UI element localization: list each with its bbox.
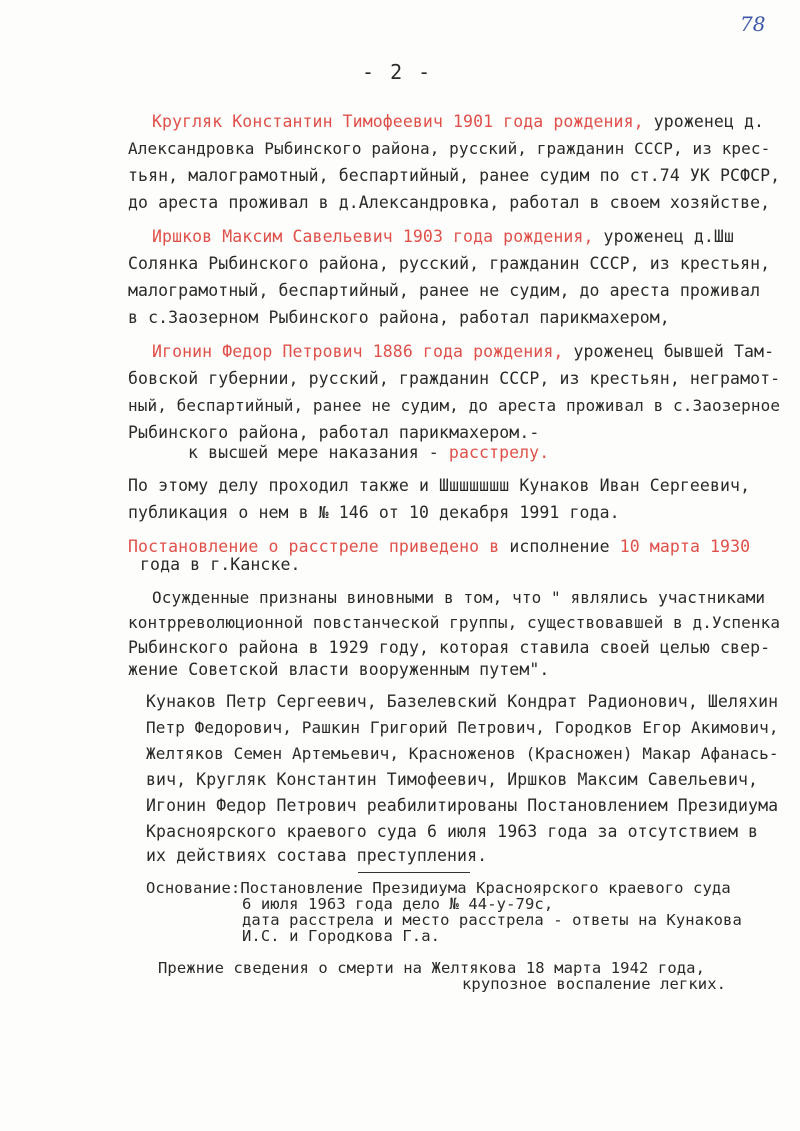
text-line: Игонин Федор Петрович реабилитированы Постановлением Президиума bbox=[146, 796, 779, 815]
handwritten-page-number: 78 bbox=[740, 12, 766, 36]
text-line: контрреволюционной повстанческой группы, существовавшей в д.Успенка bbox=[128, 613, 781, 632]
text-line: вич, Кругляк Константин Тимофеевич, Иршков Максим Савельевич, bbox=[146, 770, 759, 789]
text-line: бовской губернии, русский, гражданин СССР, из крестьян, неграмот- bbox=[128, 369, 781, 388]
page-header: - 2 - bbox=[362, 60, 433, 84]
text-line: Желтяков Семен Артемьевич, Красноженов (Красножен) Макар Афанась- bbox=[146, 744, 779, 763]
text-line: Рыбинского района в 1929 году, которая ставила своей целью свер- bbox=[128, 638, 771, 657]
text-fragment: уроженец д.Шш bbox=[603, 227, 734, 246]
text-line: Солянка Рыбинского района, русский, гражданин СССР, из крестьян, bbox=[128, 254, 771, 273]
text-line: в с.Заозерном Рыбинского района, работал парикмахером, bbox=[128, 308, 670, 327]
text-line: 6 июля 1963 года дело № 44-у-79с, bbox=[242, 895, 554, 913]
text-line: Александровка Рыбинского района, русский, гражданин СССР, из крес- bbox=[128, 139, 771, 158]
sentence-red: расстрелу. bbox=[448, 443, 550, 462]
text-line: И.С. и Городкова Г.а. bbox=[242, 927, 441, 945]
person-entry-line bbox=[152, 227, 734, 247]
execution-date-red: 10 марта 1930 bbox=[619, 537, 751, 556]
text-fragment: уроженец д. bbox=[653, 112, 765, 131]
person-name-red: Игонин Федор Петрович 1886 года рождения, bbox=[152, 342, 564, 361]
text-line: малограмотный, беспартийный, ранее не судим, до ареста проживал bbox=[128, 281, 761, 300]
text-line: тьян, малограмотный, беспартийный, ранее судим по ст.74 УК РСФСР, bbox=[128, 166, 781, 185]
text-line: Петр Федорович, Рашкин Григорий Петрович, Городков Егор Акимович, bbox=[146, 718, 779, 737]
person-name-red: Кругляк Константин Тимофеевич 1901 года рождения, bbox=[152, 112, 644, 131]
text-fragment: уроженец бывшей Там- bbox=[573, 342, 775, 361]
sentence-text: к высшей мере наказания - bbox=[188, 443, 439, 462]
text-line: Основание:Постановление Президиума Красноярского краевого суда bbox=[146, 879, 731, 897]
execution-line bbox=[128, 537, 750, 557]
text-line: дата расстрела и место расстрела - ответы на Кунакова bbox=[242, 911, 742, 929]
text-line: Осужденные признаны виновными в том, что " являлись участниками bbox=[152, 588, 766, 607]
text-line: Рыбинского района, работал парикмахером.- bbox=[128, 423, 540, 442]
execution-black-text: исполнение bbox=[509, 537, 610, 556]
text-line: публикация о нем в № 146 от 10 декабря 1991 года. bbox=[128, 503, 620, 522]
text-line: ный, беспартийный, ранее не судим, до ареста проживал в с.Заозерное bbox=[128, 396, 781, 415]
person-name-red: Иршков Максим Савельевич 1903 года рождения, bbox=[152, 227, 594, 246]
person-entry-line bbox=[152, 342, 774, 362]
person-entry-line bbox=[152, 112, 764, 132]
text-line: года в г.Канске. bbox=[140, 555, 301, 574]
text-line: По этому делу проходил также и Шшшшшшш Кунаков Иван Сергеевич, bbox=[128, 476, 751, 495]
text-line: Кунаков Петр Сергеевич, Базелевский Кондрат Радионович, Шеляхин bbox=[146, 692, 779, 711]
separator-line bbox=[358, 872, 470, 873]
sentence-line bbox=[188, 443, 549, 463]
text-line: жение Советской власти вооруженным путем". bbox=[128, 660, 550, 679]
text-line: Прежние сведения о смерти на Желтякова 18 марта 1942 года, bbox=[158, 959, 706, 977]
text-line: до ареста проживал в д.Александровка, работал в своем хозяйстве, bbox=[128, 193, 771, 212]
text-line: Красноярского краевого суда 6 июля 1963 года за отсутствием в bbox=[146, 822, 759, 841]
execution-red-text: Постановление о расстреле приведено в bbox=[128, 537, 500, 556]
text-line: крупозное воспаление легких. bbox=[462, 975, 727, 993]
text-line: их действиях состава преступления. bbox=[146, 846, 488, 865]
